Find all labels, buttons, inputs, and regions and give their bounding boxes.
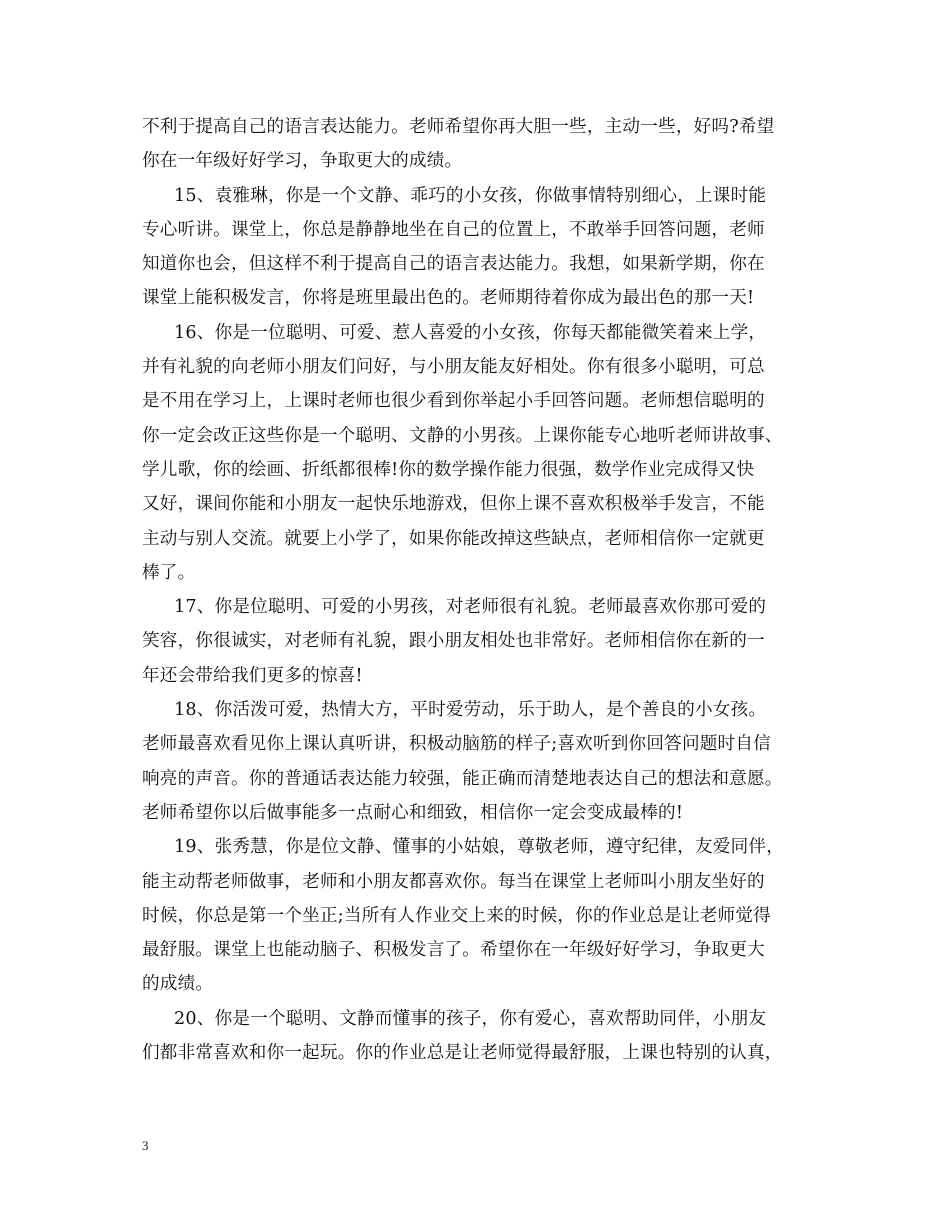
paragraph-start-line: 17、你是位聪明、可爱的小男孩，对老师很有礼貌。老师最喜欢你那可爱的 (174, 597, 767, 618)
text-line: 知道你也会，但这样不利于提高自己的语言表达能力。我想，如果新学期，你在 (142, 254, 765, 275)
text-line: 老师希望你以后做事能多一点耐心和细致，相信你一定会变成最棒的! (142, 802, 684, 823)
text-line: 笑容，你很诚实，对老师有礼貌，跟小朋友相处也非常好。老师相信你在新的一 (142, 631, 765, 652)
text-line: 响亮的声音。你的普通话表达能力较强，能正确而清楚地表达自己的想法和意愿。 (142, 768, 783, 789)
text-line: 你一定会改正这些你是一个聪明、文静的小男孩。上课你能专心地听老师讲故事、 (142, 425, 783, 446)
text-line: 时候，你总是第一个坐正;当所有人作业交上来的时候，你的作业总是让老师觉得 (142, 905, 771, 926)
paragraph-start-line: 20、你是一个聪明、文静而懂事的孩子，你有爱心，喜欢帮助同伴，小朋友 (174, 1008, 767, 1029)
text-line: 老师最喜欢看见你上课认真听讲，积极动脑筋的样子;喜欢听到你回答问题时自信 (142, 734, 771, 755)
page-number: 3 (142, 1138, 149, 1153)
body-text (142, 110, 822, 1070)
text-line: 你在一年级好好学习，争取更大的成绩。 (142, 151, 463, 172)
paragraph-start-line: 16、你是一位聪明、可爱、惹人喜爱的小女孩，你每天都能微笑着来上学， (174, 322, 767, 343)
text-line: 专心听讲。课堂上，你总是静静地坐在自己的位置上，不敢举手回答问题，老师 (142, 219, 765, 240)
text-line: 们都非常喜欢和你一起玩。你的作业总是让老师觉得最舒服，上课也特别的认真， (142, 1043, 783, 1064)
text-line: 最舒服。课堂上也能动脑子、积极发言了。希望你在一年级好好学习，争取更大 (142, 940, 765, 961)
text-line: 年还会带给我们更多的惊喜! (142, 665, 363, 686)
text-line: 是不用在学习上，上课时老师也很少看到你举起小手回答问题。老师想信聪明的 (142, 391, 765, 412)
paragraph-start-line: 19、张秀慧，你是位文静、懂事的小姑娘，尊敬老师，遵守纪律，友爱同伴， (174, 837, 784, 858)
text-line: 主动与别人交流。就要上小学了，如果你能改掉这些缺点，老师相信你一定就更 (142, 528, 765, 549)
text-line: 并有礼貌的向老师小朋友们问好，与小朋友能友好相处。你有很多小聪明，可总 (142, 357, 765, 378)
text-line: 不利于提高自己的语言表达能力。老师希望你再大胆一些，主动一些，好吗?希望 (142, 117, 775, 137)
text-line: 能主动帮老师做事，老师和小朋友都喜欢你。每当在课堂上老师叫小朋友坐好的 (142, 871, 765, 892)
paragraph-start-line: 18、你活泼可爱，热情大方，平时爱劳动，乐于助人，是个善良的小女孩。 (174, 700, 767, 721)
text-line: 又好，课间你能和小朋友一起快乐地游戏，但你上课不喜欢积极举手发言，不能 (142, 494, 765, 515)
paragraph-start-line: 15、袁雅琳，你是一个文静、乖巧的小女孩，你做事情特别细心，上课时能 (174, 185, 767, 206)
text-line: 的成绩。 (142, 974, 214, 995)
text-line: 学儿歌，你的绘画、折纸都很棒!你的数学操作能力很强，数学作业完成得又快 (142, 459, 755, 480)
text-line: 课堂上能积极发言，你将是班里最出色的。老师期待着你成为最出色的那一天! (142, 288, 755, 309)
text-line: 棒了。 (142, 562, 196, 583)
